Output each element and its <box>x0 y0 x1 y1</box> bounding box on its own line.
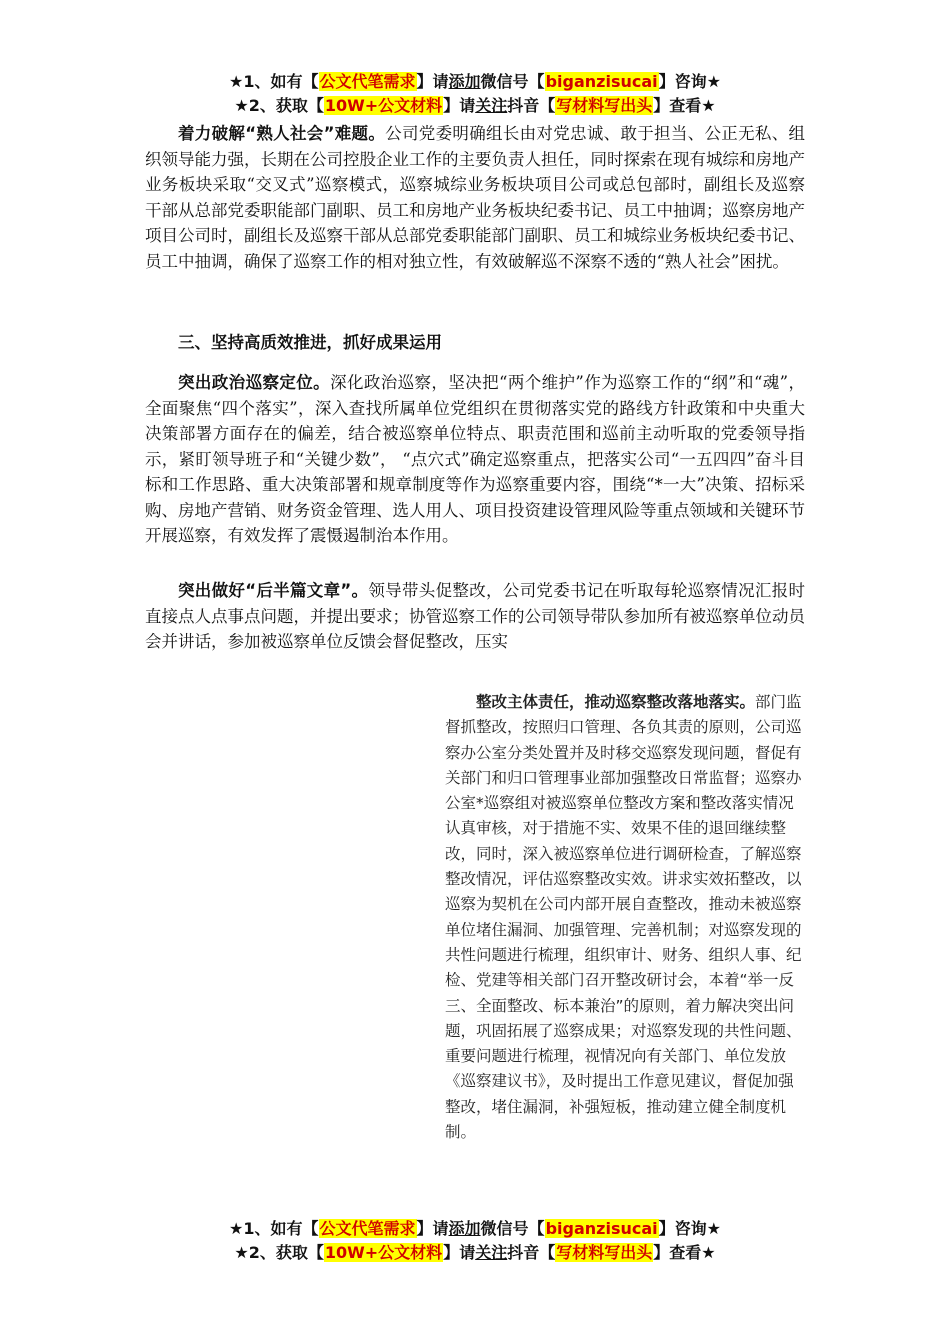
paragraph-political-inspection <box>145 370 805 549</box>
promo-line-1 <box>0 70 950 94</box>
promo-text: 】请 <box>416 1219 449 1238</box>
promo-text: 】查看★ <box>653 96 716 115</box>
promo-text: 微信号【 <box>480 1219 545 1238</box>
paragraph-body: 部门监督抓整改，按照归口管理、各负其责的原则，公司巡察办公室分类处置并及时移交巡察发现问题，督促有关部门和归口管理事业部加强整改日常监督；巡察办公室*巡察组对被巡察单位整改方案和整改落实情况认真审核，对于措施不实、效果不佳的退回继续整改，同时，深入被巡察单位进行调研检查，了解巡察整改情况，评估巡察整改实效。讲求实效拓整改，以巡察为契机在公司内部开展自查整改，推动未被巡察单位堵住漏洞、加强管理、完善机制；对巡察发现的共性问题进行梳理，组织审计、财务、组织人事、纪检、党建等相关部门召开整改研讨会，本着“举一反三、全面整改、标本兼治”的原则，着力解决突出问题，巩固拓展了巡察成果；对巡察发现的共性问题、重要问题进行梳理，视情况向有关部门、单位发放《巡察建议书》，及时提出工作意见建议，督促加强整改，堵住漏洞，补强短板，推动建立健全制度机制。 <box>445 693 802 1142</box>
promo-underline: 关注 <box>475 1243 508 1262</box>
promo-underline: 关注 <box>475 96 508 115</box>
paragraph-lead: 突出政治巡察定位。 <box>178 373 331 392</box>
paragraph-second-half <box>145 578 805 655</box>
promo-douyin-id: 写材料写出头 <box>556 96 653 115</box>
promo-line-2 <box>0 1241 950 1265</box>
paragraph-rectification <box>445 690 807 1145</box>
promo-text: ★2、获取【 <box>234 1243 324 1262</box>
promo-wechat-id: biganzisucai <box>545 1219 658 1238</box>
promo-text: ★2、获取【 <box>234 96 324 115</box>
promo-douyin-id: 写材料写出头 <box>556 1243 653 1262</box>
promo-highlight: 10W+公文材料 <box>324 1243 443 1262</box>
promo-banner-bottom <box>0 1217 950 1265</box>
promo-text: 】查看★ <box>653 1243 716 1262</box>
promo-text: 】咨询★ <box>658 72 721 91</box>
promo-text: 】请 <box>443 1243 476 1262</box>
paragraph-body: 公司党委明确组长由对党忠诚、敢于担当、公正无私、组织领导能力强，长期在公司控股企业工作的主要负责人担任，同时探索在现有城综和房地产业务板块采取“交叉式”巡察模式，巡察城综业务板块项目公司或总包部时，副组长及巡察干部从总部党委职能部门副职、员工和房地产业务板块纪委书记、员工中抽调；巡察房地产项目公司时，副组长及巡察干部从总部党委职能部门副职、员工和城综业务板块纪委书记、员工中抽调，确保了巡察工作的相对独立性，有效破解巡不深察不透的“熟人社会”困扰。 <box>145 124 805 271</box>
promo-line-2 <box>0 94 950 118</box>
promo-line-1 <box>0 1217 950 1241</box>
paragraph-familiar-society <box>145 121 805 274</box>
promo-text: 抖音【 <box>507 1243 556 1262</box>
promo-text: ★1、如有【 <box>229 1219 319 1238</box>
paragraph-lead: 突出做好“后半篇文章”。 <box>178 581 369 600</box>
promo-highlight: 公文代笔需求 <box>319 1219 416 1238</box>
paragraph-lead: 整改主体责任，推动巡察整改落地落实。 <box>476 693 756 711</box>
promo-underline: 添加 <box>448 1219 481 1238</box>
promo-text: 】咨询★ <box>658 1219 721 1238</box>
promo-text: 】请 <box>443 96 476 115</box>
promo-text: 微信号【 <box>480 72 545 91</box>
promo-highlight: 10W+公文材料 <box>324 96 443 115</box>
promo-wechat-id: biganzisucai <box>545 72 658 91</box>
promo-text: 抖音【 <box>507 96 556 115</box>
section-heading-3: 三、坚持高质效推进，抓好成果运用 <box>178 333 442 352</box>
promo-text: 】请 <box>416 72 449 91</box>
paragraph-lead: 着力破解“熟人社会”难题。 <box>178 124 386 143</box>
paragraph-body: 领导带头促整改，公司党委书记在听取每轮巡察情况汇报时直接点人点事点问题，并提出要求；协管巡察工作的公司领导带队参加所有被巡察单位动员会并讲话，参加被巡察单位反馈会督促整改，压实 <box>145 581 805 651</box>
promo-text: ★1、如有【 <box>229 72 319 91</box>
promo-underline: 添加 <box>448 72 481 91</box>
paragraph-body: 深化政治巡察，坚决把“两个维护”作为巡察工作的“纲”和“魂”，全面聚焦“四个落实”，深入查找所属单位党组织在贯彻落实党的路线方针政策和中央重大决策部署方面存在的偏差，结合被巡察单位特点、职责范围和巡前主动听取的党委领导指示，紧盯领导班子和“关键少数”， “点穴式”确定巡察重点，把落实公司“一五四四”奋斗目标和工作思路、重大决策部署和规章制度等作为巡察重要内容，围绕“*一大”决策、招标采购、房地产营销、财务资金管理、选人用人、项目投资建设管理风险等重点领域和关键环节开展巡察，有效发挥了震慑遏制治本作用。 <box>145 373 806 545</box>
promo-highlight: 公文代笔需求 <box>319 72 416 91</box>
promo-banner-top <box>0 70 950 118</box>
